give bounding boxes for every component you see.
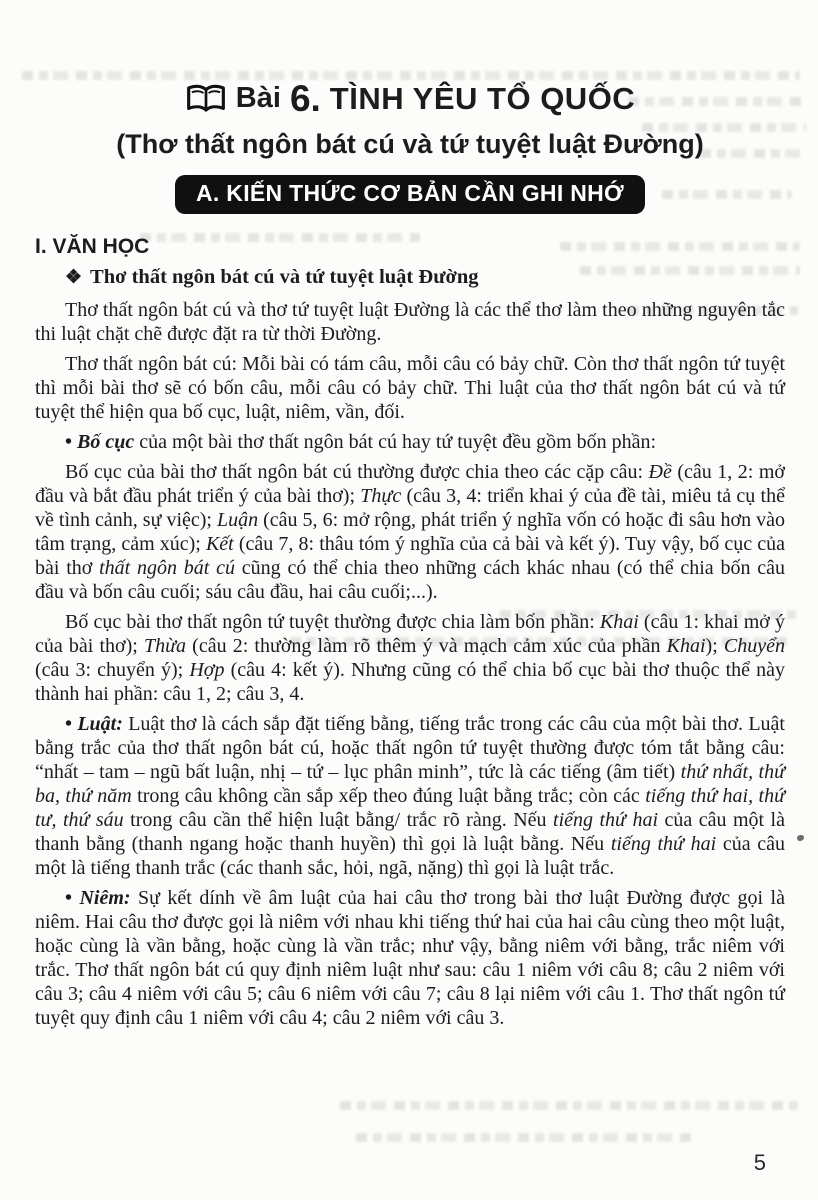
section-banner-row bbox=[35, 175, 785, 214]
subsection-heading bbox=[35, 266, 785, 289]
bullet-paragraph-niem: • Niêm: Sự kết dính về âm luật của hai câu thơ trong bài thơ luật Đường được gọi là niêm. Hai câu thơ được gọi là niêm với nhau khi tiếng thứ hai của hai câu cùng theo một luật, hoặc cùng là vần bằng, hoặc cùng là vần trắc; như vậy, bằng niêm với bằng, trắc niêm với trắc. Thơ thất ngôn bát cú quy định niêm luật như sau: câu 1 niêm với câu 8; câu 2 niêm với câu 3; câu 4 niêm với câu 5; câu 6 niêm với câu 7; câu 8 lại niêm với câu 1. Thơ thất ngôn tứ tuyệt quy định câu 1 niêm với câu 4; câu 2 niêm với câu 3. bbox=[35, 887, 785, 1029]
subsection-heading-text: Thơ thất ngôn bát cú và tứ tuyệt luật Đường bbox=[90, 266, 479, 288]
scan-speck bbox=[797, 835, 804, 841]
page-title bbox=[35, 80, 785, 117]
body-paragraph: Bố cục bài thơ thất ngôn tứ tuyệt thường được chia làm bốn phần: Khai (câu 1: khai mở ý của bài thơ); Thừa (câu 2: thường làm rõ thêm ý và mạch cảm xúc của phần Khai); Chuyển (câu 3: chuyển ý); Hợp (câu 4: kết ý). Nhưng cũng có thể chia bố cục bài thơ thuộc thể này thành hai phần: câu 1, 2; câu 3, 4. bbox=[35, 611, 786, 705]
lesson-number: 6. bbox=[289, 78, 321, 119]
lesson-label: Bài bbox=[235, 82, 281, 114]
body-paragraph: Thơ thất ngôn bát cú: Mỗi bài có tám câu, mỗi câu có bảy chữ. Còn thơ thất ngôn tứ tuyệt thì mỗi bài thơ sẽ có bốn câu, mỗi câu có bảy chữ. Thi luật của thơ thất ngôn bát cú và tứ tuyệt thể hiện qua bố cục, luật, niêm, vần, đối. bbox=[35, 353, 785, 423]
lesson-body bbox=[35, 235, 785, 1030]
diamond-marker-icon: ❖ bbox=[65, 267, 83, 288]
lesson-title: TÌNH YÊU TỔ QUỐC bbox=[329, 81, 636, 116]
body-paragraph: Bố cục của bài thơ thất ngôn bát cú thường được chia theo các cặp câu: Đề (câu 1, 2: mở đầu và bắt đầu phát triển ý của bài thơ); Thực (câu 3, 4: triển khai ý của đề tài, miêu tả cụ thể về tình cảnh, sự việc); Luận (câu 5, 6: mở rộng, phát triển ý nghĩa vốn có hoặc đi sâu hơn vào tâm trạng, cảm xúc); Kết (câu 7, 8: thâu tóm ý nghĩa của cả bài và kết ý). Tuy vậy, bố cục của bài thơ thất ngôn bát cú cũng có thể chia theo những cách khác nhau (có thể chia bốn câu đầu và bốn câu cuối; sáu câu đầu, hai câu cuối;...). bbox=[35, 461, 786, 603]
bleed-through-artifact bbox=[340, 1101, 800, 1110]
section-banner: A. KIẾN THỨC CƠ BẢN CẦN GHI NHỚ bbox=[175, 175, 645, 214]
bullet-paragraph-bo-cuc: • Bố cục của một bài thơ thất ngôn bát cú hay tứ tuyệt đều gồm bốn phần: bbox=[65, 431, 657, 453]
open-book-icon bbox=[185, 83, 227, 115]
lesson-header bbox=[35, 80, 785, 214]
section-heading: I. VĂN HỌC bbox=[35, 235, 150, 258]
lesson-subtitle: (Thơ thất ngôn bát cú và tứ tuyệt luật Đường) bbox=[116, 129, 704, 159]
bleed-through-artifact bbox=[356, 1133, 696, 1142]
bullet-paragraph-luat: • Luật: Luật thơ là cách sắp đặt tiếng bằng, tiếng trắc trong các câu của một bài thơ. Luật bằng trắc của thơ thất ngôn bát cú, hoặc thất ngôn tứ tuyệt thường được tóm tắt bằng câu: “nhất – tam – ngũ bất luận, nhị – tứ – lục phân minh”, tức là các tiếng (âm tiết) thứ nhất, thứ ba, thứ năm trong câu không cần sắp xếp theo đúng luật bằng trắc; còn các tiếng thứ hai, thứ tư, thứ sáu trong câu cần thể hiện luật bằng/ trắc rõ ràng. Nếu tiếng thứ hai của câu một là thanh bằng (thanh ngang hoặc thanh huyền) thì gọi là luật bằng. Nếu tiếng thứ hai của câu một là tiếng thanh trắc (các thanh sắc, hỏi, ngã, nặng) thì gọi là luật trắc. bbox=[35, 713, 785, 879]
body-paragraph: Thơ thất ngôn bát cú và thơ tứ tuyệt luật Đường là các thể thơ làm theo những nguyên tắc thi luật chặt chẽ được đặt ra từ thời Đường. bbox=[35, 299, 785, 345]
page-number: 5 bbox=[753, 1150, 766, 1175]
